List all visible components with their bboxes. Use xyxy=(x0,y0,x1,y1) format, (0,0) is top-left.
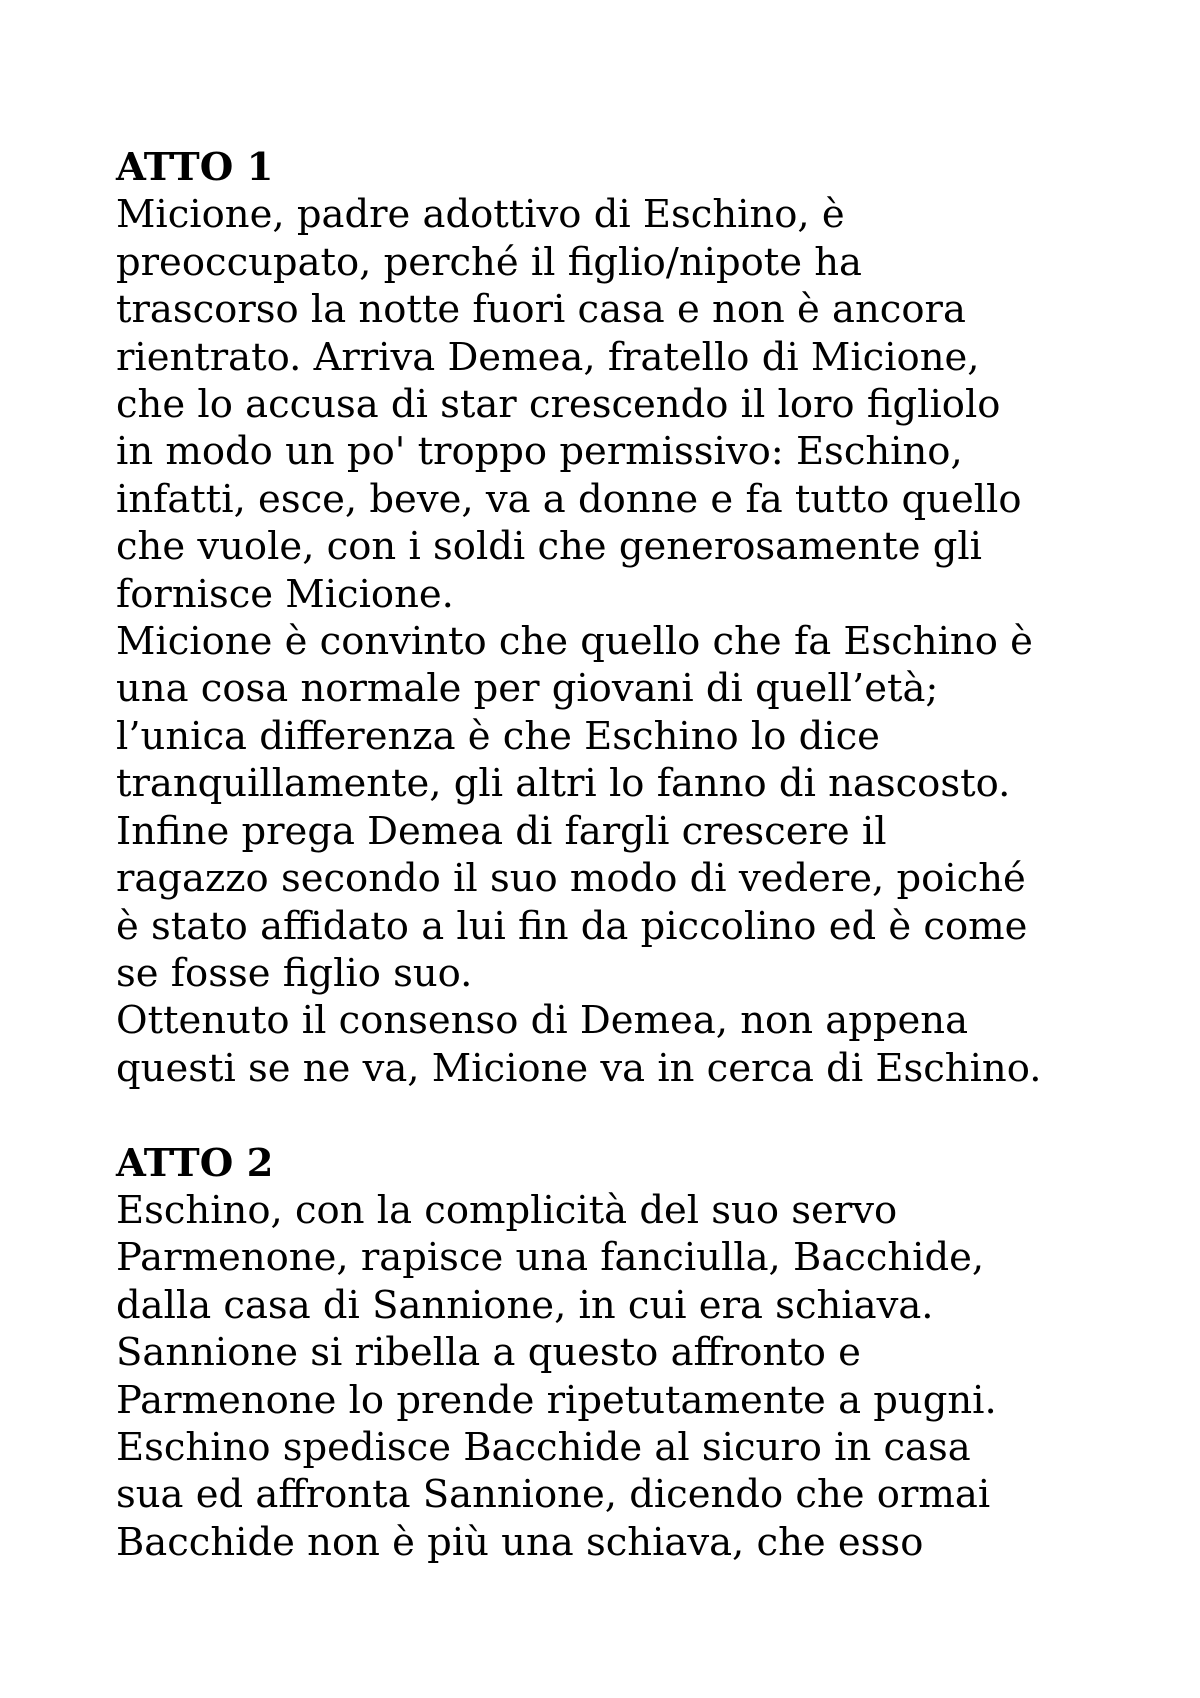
text-line: infatti, esce, beve, va a donne e fa tutto quello xyxy=(116,476,1022,522)
text-line: l’unica differenza è che Eschino lo dice xyxy=(116,713,880,759)
text-line: Sannione si ribella a questo affronto e xyxy=(116,1330,861,1376)
text-line: tranquillamente, gli altri lo fanno di nascosto. xyxy=(116,761,1011,807)
text-line: Micione, padre adottivo di Eschino, è xyxy=(116,192,845,238)
document-body xyxy=(116,144,1116,1566)
text-line: Bacchide non è più una schiava, che esso xyxy=(116,1519,924,1565)
section-title: ATTO 1 xyxy=(116,145,274,190)
paragraph-gap xyxy=(116,1092,1116,1139)
text-line: è stato affidato a lui fin da piccolino ed è come xyxy=(116,903,1028,949)
text-line: questi se ne va, Micione va in cerca di Eschino. xyxy=(116,1045,1042,1091)
text-line: rientrato. Arriva Demea, fratello di Micione, xyxy=(116,334,980,380)
text-line: ragazzo secondo il suo modo di vedere, poiché xyxy=(116,856,1026,902)
text-line: fornisce Micione. xyxy=(116,571,454,617)
section-title: ATTO 2 xyxy=(116,1140,274,1186)
text-line: trascorso la notte fuori casa e non è ancora xyxy=(116,287,966,333)
text-line: Micione è convinto che quello che fa Eschino è xyxy=(116,619,1033,665)
section-atto-1 xyxy=(116,144,1116,1092)
text-line: Parmenone lo prende ripetutamente a pugni. xyxy=(116,1377,997,1423)
text-line: che vuole, con i soldi che generosamente gli xyxy=(116,524,982,570)
text-line: sua ed affronta Sannione, dicendo che ormai xyxy=(116,1472,991,1518)
text-line: Ottenuto il consenso di Demea, non appena xyxy=(116,998,969,1044)
text-line: se fosse figlio suo. xyxy=(116,950,473,996)
text-line: Infine prega Demea di fargli crescere il xyxy=(116,808,887,854)
text-line: che lo accusa di star crescendo il loro figliolo xyxy=(116,382,1001,428)
text-line: una cosa normale per giovani di quell’età; xyxy=(116,666,939,712)
section-atto-2 xyxy=(116,1140,1116,1567)
text-line: preoccupato, perché il figlio/nipote ha xyxy=(116,239,863,285)
text-line: in modo un po' troppo permissivo: Eschino, xyxy=(116,429,963,475)
text-line: Parmenone, rapisce una fanciulla, Bacchide, xyxy=(116,1235,985,1281)
text-line: Eschino spedisce Bacchide al sicuro in casa xyxy=(116,1424,971,1470)
text-line: Eschino, con la complicità del suo servo xyxy=(116,1187,898,1233)
text-line: dalla casa di Sannione, in cui era schiava. xyxy=(116,1282,934,1328)
